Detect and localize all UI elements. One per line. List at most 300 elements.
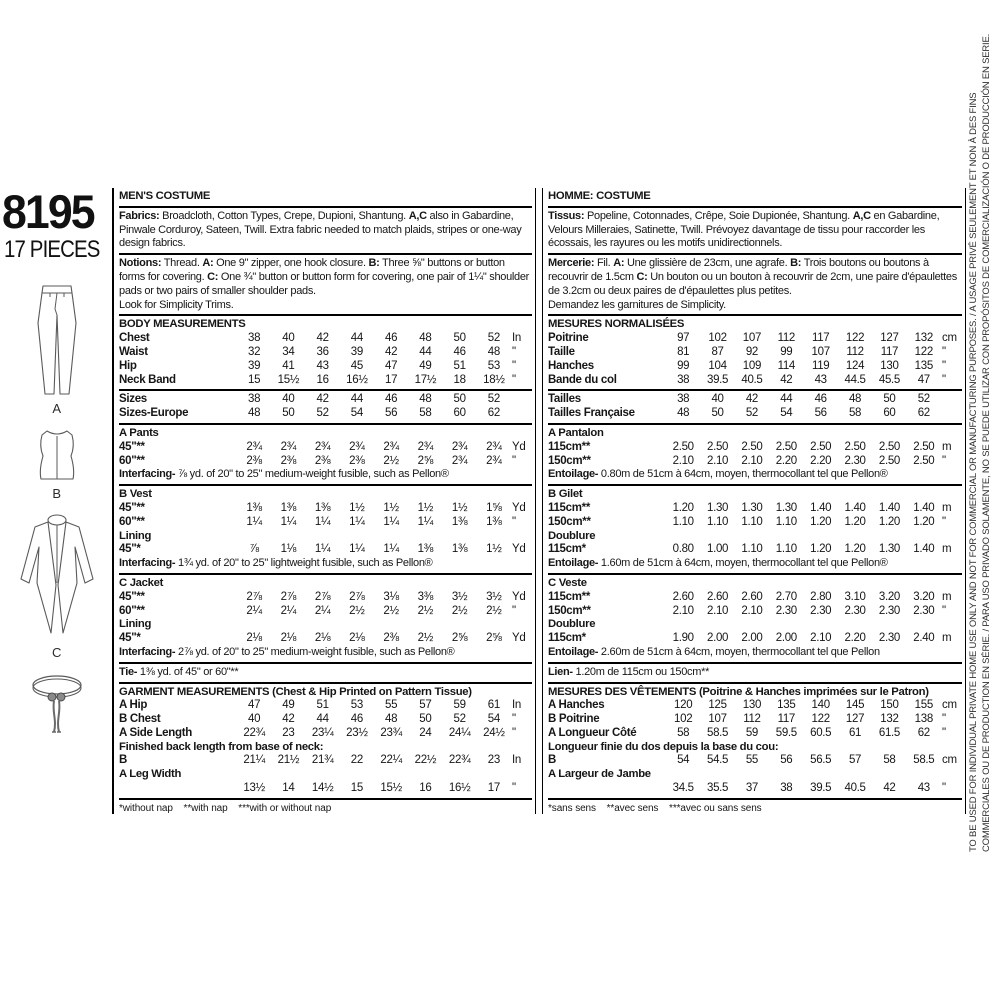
row-value: 44	[316, 713, 329, 726]
row-value: 1⅜	[417, 543, 434, 556]
row-label: Tailles Française	[548, 407, 635, 420]
divider	[548, 662, 962, 664]
row-value: 22	[350, 754, 363, 767]
pattern-number: 8195	[2, 185, 94, 238]
row-label: 115cm**	[548, 440, 591, 453]
row-value: 2.60	[672, 590, 694, 603]
row-value: 60	[453, 407, 466, 420]
text: en Gabardine, Velours Milleraies, Satinette, Twill. Prévoyez davantage de tissu pour raccorder les écossais, les rayures ou les motifs unidirectionnels.	[548, 209, 940, 250]
section-heading: BODY MEASUREMENTS	[119, 318, 246, 331]
row-value: 46	[350, 713, 363, 726]
row-value: 1.90	[672, 632, 694, 645]
row-value: 2¼	[246, 604, 262, 617]
row-value: 18	[453, 373, 466, 386]
row-value: 45.5	[878, 373, 901, 386]
row-value: 51	[316, 699, 329, 712]
row-value: 2⅞	[246, 590, 262, 603]
row-value: 50	[453, 393, 466, 406]
table-row	[548, 754, 962, 768]
row-value: 47	[385, 359, 398, 372]
row-value: 1¼	[314, 543, 331, 556]
row-value: 56.5	[810, 754, 832, 767]
paragraph	[119, 299, 532, 313]
row-value: 2.30	[844, 454, 866, 467]
row-label: 150cm**	[548, 454, 591, 467]
row-label: 60"**	[119, 515, 145, 528]
text: One 9" zipper, one hook closure.	[213, 257, 369, 270]
note-line	[119, 666, 532, 680]
text: Three ⅝" buttons or button forms for covering.	[119, 257, 505, 283]
row-value: 2¾	[314, 440, 331, 453]
row-value: 150	[880, 699, 899, 712]
row-value: 2⅝	[486, 632, 502, 645]
row-value: 60	[883, 407, 896, 420]
section-heading: HOMME: COSTUME	[548, 190, 651, 202]
row-value: 2¾	[349, 440, 365, 453]
table-row	[548, 360, 962, 374]
row-value: 122	[914, 345, 933, 358]
table-row	[119, 332, 532, 346]
text: 2⅞ yd. of 20" to 25" medium-weight fusible, such as Pellon®	[175, 645, 455, 658]
row-value: 112	[846, 345, 864, 358]
section-heading: Doublure	[548, 529, 596, 542]
note-line	[548, 666, 962, 680]
row-value: 1.20	[810, 515, 832, 528]
note-line	[119, 557, 532, 571]
row-unit: m	[942, 501, 952, 514]
row-value: 1¼	[349, 543, 365, 556]
table-row	[548, 543, 962, 557]
row-value: 17½	[414, 373, 437, 386]
row-value: 42	[385, 345, 398, 358]
row-value: 102	[674, 713, 693, 726]
row-value: 1¼	[349, 515, 365, 528]
row-value: 2.40	[913, 632, 935, 645]
section-heading: B Gilet	[548, 488, 583, 501]
row-value: 16½	[346, 373, 368, 386]
bold-text: B:	[368, 257, 380, 270]
view-label-b: B	[52, 486, 62, 501]
table-row	[548, 782, 962, 796]
row-value: 39	[248, 359, 261, 372]
row-value: 130	[880, 359, 899, 372]
row-value: 52	[917, 393, 930, 406]
bold-text: Entoilage-	[548, 645, 599, 658]
section-heading: C Jacket	[119, 576, 164, 589]
row-label: A Hanches	[548, 699, 605, 712]
row-value: 135	[914, 359, 933, 372]
row-value: 2¾	[417, 440, 434, 453]
row-value: 58	[419, 407, 432, 420]
row-value: 16	[316, 373, 329, 386]
table-row	[548, 516, 962, 530]
row-value: 55	[385, 699, 398, 712]
bold-text: A,C	[852, 209, 871, 222]
table-row	[119, 346, 532, 360]
table-row	[548, 727, 962, 741]
bold-text: Tie-	[119, 665, 138, 678]
row-value: 1.40	[844, 501, 866, 514]
text: Une glissière de 23cm, une agrafe.	[624, 257, 791, 270]
row-value: 2.10	[741, 604, 763, 617]
text: 0.80m de 51cm à 64cm, moyen, thermocollant tel que Pellon®	[598, 468, 888, 481]
row-value: 2¼	[314, 604, 331, 617]
row-value: 22¾	[448, 754, 471, 767]
row-label: Sizes-Europe	[119, 407, 189, 420]
row-value: 1.30	[878, 543, 901, 556]
divider	[548, 682, 962, 684]
row-value: 2.50	[810, 440, 832, 453]
row-value: 61.5	[878, 726, 901, 739]
row-value: 42	[316, 393, 329, 406]
row-value: 54	[780, 407, 793, 420]
row-value: 42	[883, 782, 896, 795]
divider	[548, 573, 962, 575]
row-unit: "	[512, 515, 516, 528]
row-value: 2.30	[878, 604, 901, 617]
row-value: 2.60	[741, 590, 763, 603]
row-value: 2⅛	[349, 632, 365, 645]
row-value: 14½	[311, 782, 334, 795]
row-value: 107	[742, 332, 762, 345]
text: ⅞ yd. of 20" to 25" medium-weight fusible, such as Pellon®	[175, 468, 449, 481]
row-value: 1⅜	[246, 501, 262, 514]
row-unit: In	[512, 332, 521, 345]
row-value: 127	[880, 332, 899, 345]
row-value: 46	[385, 332, 398, 345]
row-label: B Chest	[119, 713, 161, 726]
table-row	[119, 782, 532, 796]
row-label: Tailles	[548, 393, 581, 406]
row-value: 1.20	[672, 501, 694, 514]
row-label: Bande du col	[548, 373, 617, 386]
row-value: 23½	[346, 726, 368, 739]
section-heading: MESURES DES VÊTEMENTS (Poitrine & Hanches imprimées sur le Patron)	[548, 685, 929, 698]
row-value: 60.5	[810, 726, 832, 739]
row-value: 15	[350, 782, 363, 795]
row-value: 1.10	[672, 515, 694, 528]
copyright-edge-line-2: COMMERCIALES OU DE PRODUCTION EN SÉRIE. / PARA USO PRIVADO SOLAMENTE, NO SE PUEDE UTILIZAR CON PROPÓSITOS DE COMERCIALIZACIÓN O DE PRODUCCIÓN EN SERIE.	[980, 33, 992, 852]
row-value: 38	[677, 373, 690, 386]
row-value: 1¼	[383, 515, 399, 528]
row-value: 23¾	[380, 726, 402, 739]
table-row	[119, 754, 532, 768]
row-label: Waist	[119, 345, 148, 358]
row-value: 2.10	[706, 454, 729, 467]
row-value: 58	[677, 726, 690, 739]
row-unit: Yd	[512, 590, 526, 603]
row-value: 18½	[483, 373, 505, 386]
row-label: Taille	[548, 345, 575, 358]
row-value: 48	[385, 713, 398, 726]
view-a-pants	[27, 283, 87, 416]
row-unit: cm	[942, 754, 957, 767]
footnote: *sans sens **avec sens ***avec ou sans sens	[548, 802, 762, 814]
row-value: 1.30	[706, 501, 729, 514]
bold-text: A,C	[408, 209, 427, 222]
section-heading: GARMENT MEASUREMENTS (Chest & Hip Printed on Pattern Tissue)	[119, 685, 472, 698]
row-value: 42	[745, 393, 759, 406]
row-value: 42	[316, 332, 329, 345]
vest-line-art-icon	[32, 428, 82, 484]
row-value: 1.40	[913, 501, 935, 514]
row-label: Hip	[119, 359, 137, 372]
row-value: 1¼	[246, 515, 262, 528]
row-value: 40	[282, 332, 295, 345]
row-value: 24¼	[448, 726, 471, 739]
row-value: 45	[350, 359, 363, 372]
row-value: 43	[917, 782, 930, 795]
view-c-jacket	[15, 513, 99, 660]
bold-text: Interfacing-	[119, 468, 176, 481]
row-value: 58	[848, 407, 862, 420]
row-value: 2⅝	[451, 632, 468, 645]
row-value: 2.20	[844, 632, 866, 645]
table-row	[548, 713, 962, 727]
row-value: 2¾	[486, 440, 502, 453]
row-value: 23	[282, 726, 295, 739]
row-value: 2⅞	[349, 590, 365, 603]
row-value: 1.30	[775, 501, 797, 514]
row-value: 107	[811, 345, 830, 358]
table-row	[119, 502, 532, 516]
table-row	[119, 441, 532, 455]
table-row	[119, 516, 532, 530]
row-value: 48	[419, 393, 432, 406]
copyright-edge-notice	[968, 33, 993, 852]
row-value: 117	[777, 713, 796, 726]
row-value: 22½	[414, 754, 437, 767]
row-unit: "	[942, 726, 946, 739]
row-unit: Yd	[512, 440, 526, 453]
row-value: 54	[677, 754, 690, 767]
divider	[548, 389, 962, 391]
row-value: 138	[914, 713, 933, 726]
row-label: 150cm**	[548, 604, 591, 617]
row-value: 1¼	[280, 515, 297, 528]
divider	[548, 314, 962, 316]
table-row	[548, 407, 962, 421]
bold-text: Fabrics:	[119, 209, 160, 222]
section-heading: MESURES NORMALISÉES	[548, 318, 685, 331]
row-value: 2.60	[706, 590, 729, 603]
row-value: 2.10	[706, 604, 729, 617]
row-value: 38	[780, 782, 793, 795]
bold-text: Lien-	[548, 665, 573, 678]
row-value: 46	[385, 393, 398, 406]
section-heading: Lining	[119, 618, 152, 631]
row-value: 52	[316, 407, 329, 420]
divider	[119, 484, 532, 486]
row-value: ⅞	[249, 543, 259, 556]
row-value: 49	[282, 699, 295, 712]
row-unit: "	[512, 604, 516, 617]
row-value: 92	[745, 345, 759, 358]
divider	[119, 423, 532, 425]
row-value: 1.10	[775, 543, 797, 556]
row-value: 114	[777, 359, 796, 372]
paragraph	[119, 257, 532, 298]
row-value: 119	[811, 359, 830, 372]
row-value: 2.30	[878, 632, 901, 645]
table-row	[119, 393, 532, 407]
row-unit: "	[512, 345, 516, 358]
row-unit: "	[942, 604, 946, 617]
row-label: Chest	[119, 332, 150, 345]
row-value: 58.5	[913, 754, 935, 767]
row-value: 1.10	[706, 515, 729, 528]
row-unit: m	[942, 543, 952, 556]
row-value: 59.5	[775, 726, 797, 739]
text: 1.20m de 115cm ou 150cm**	[572, 665, 710, 678]
table-row	[548, 632, 962, 646]
row-unit: "	[512, 454, 516, 467]
row-value: 2½	[383, 604, 399, 617]
text: Thread.	[161, 257, 203, 270]
section-heading: C Veste	[548, 576, 587, 589]
text: Demandez les garnitures de Simplicity.	[548, 298, 726, 311]
row-value: 132	[914, 332, 933, 345]
jacket-line-art-icon	[15, 513, 99, 643]
pants-line-art-icon	[27, 283, 87, 399]
table-row	[119, 632, 532, 646]
row-label: 60"**	[119, 454, 145, 467]
divider	[119, 573, 532, 575]
bold-text: Interfacing-	[119, 557, 176, 570]
row-label	[548, 782, 666, 796]
row-value: 39	[350, 345, 363, 358]
row-value: 1.20	[844, 543, 866, 556]
pieces-count-label: 17 PIECES	[4, 236, 100, 263]
row-unit: m	[942, 440, 952, 453]
table-row	[119, 699, 532, 713]
row-unit: "	[942, 373, 946, 386]
divider	[119, 206, 532, 208]
row-label: Poitrine	[548, 332, 589, 345]
row-value: 40	[248, 713, 261, 726]
row-value: 2.00	[775, 632, 797, 645]
row-value: 15½	[380, 782, 402, 795]
row-value: 2½	[383, 454, 399, 467]
row-value: 52	[487, 332, 500, 345]
row-value: 37	[745, 782, 759, 795]
row-value: 50	[453, 332, 466, 345]
text: 1.60m de 51cm à 64cm, moyen, thermocollant tel que Pellon®	[598, 557, 888, 570]
row-value: 56	[814, 407, 827, 420]
table-row	[119, 543, 532, 557]
row-value: 48	[248, 407, 261, 420]
row-value: 21¾	[311, 754, 334, 767]
row-value: 2.70	[775, 590, 797, 603]
table-row	[119, 360, 532, 374]
row-value: 2⅜	[383, 632, 399, 645]
section-heading: Finished back length from base of neck:	[119, 740, 324, 753]
section-heading: Longueur finie du dos depuis la base du cou:	[548, 740, 779, 753]
row-unit: "	[942, 454, 946, 467]
row-value: 40.5	[741, 373, 763, 386]
footnote: *without nap **with nap ***with or without nap	[119, 802, 332, 814]
row-value: 59	[745, 726, 759, 739]
row-value: 16	[419, 782, 432, 795]
divider	[548, 798, 962, 800]
row-value: 2.10	[672, 604, 694, 617]
row-value: 1.20	[913, 515, 935, 528]
row-value: 34.5	[672, 782, 694, 795]
row-value: 1.00	[706, 543, 729, 556]
paragraph	[548, 210, 962, 251]
row-unit: "	[512, 782, 516, 795]
row-unit	[511, 393, 532, 407]
row-value: 1⅜	[451, 543, 468, 556]
row-unit	[941, 407, 962, 421]
row-value: 46	[453, 345, 466, 358]
row-value: 40.5	[844, 782, 866, 795]
row-value: 21½	[277, 754, 300, 767]
row-label	[119, 782, 237, 796]
row-value: 3⅜	[417, 590, 434, 603]
row-value: 0.80	[672, 543, 694, 556]
row-unit: Yd	[512, 543, 526, 556]
row-value: 22¾	[243, 726, 265, 739]
row-value: 2¾	[451, 440, 468, 453]
section-heading: A Largeur de Jambe	[548, 768, 651, 781]
row-value: 1.40	[913, 543, 935, 556]
row-value: 38	[248, 332, 261, 345]
note-line	[548, 468, 962, 482]
row-value: 1½	[486, 543, 502, 556]
row-value: 2½	[417, 604, 434, 617]
bold-text: Interfacing-	[119, 645, 176, 658]
row-label: 60"**	[119, 604, 145, 617]
row-value: 1.10	[741, 543, 763, 556]
row-value: 2⅜	[280, 454, 297, 467]
row-unit: m	[942, 632, 952, 645]
row-value: 2½	[349, 604, 365, 617]
row-value: 122	[811, 713, 830, 726]
row-unit: "	[942, 713, 946, 726]
row-label: Neck Band	[119, 373, 176, 386]
row-value: 24	[419, 726, 432, 739]
row-value: 2.30	[775, 604, 797, 617]
row-value: 57	[848, 754, 862, 767]
table-row	[119, 407, 532, 421]
row-value: 47	[248, 699, 261, 712]
row-value: 2.50	[672, 440, 694, 453]
row-unit: "	[942, 515, 946, 528]
paragraph	[548, 257, 962, 298]
english-column	[112, 188, 536, 814]
paragraph	[119, 210, 532, 251]
row-value: 140	[811, 699, 830, 712]
row-value: 2⅛	[314, 632, 331, 645]
row-value: 44	[780, 393, 793, 406]
row-value: 2⅛	[246, 632, 262, 645]
row-value: 62	[917, 726, 930, 739]
row-value: 1⅛	[280, 543, 297, 556]
row-value: 2.10	[810, 632, 832, 645]
section-heading: A Pants	[119, 426, 159, 439]
bold-text: Notions:	[119, 257, 162, 270]
row-unit: cm	[942, 332, 957, 345]
row-value: 36	[316, 345, 329, 358]
row-value: 32	[248, 345, 261, 358]
row-value: 1¼	[314, 515, 331, 528]
row-unit: In	[512, 754, 521, 767]
row-label: 45"**	[119, 440, 145, 453]
divider	[548, 423, 962, 425]
row-value: 1.40	[878, 501, 901, 514]
row-value: 23	[487, 754, 500, 767]
